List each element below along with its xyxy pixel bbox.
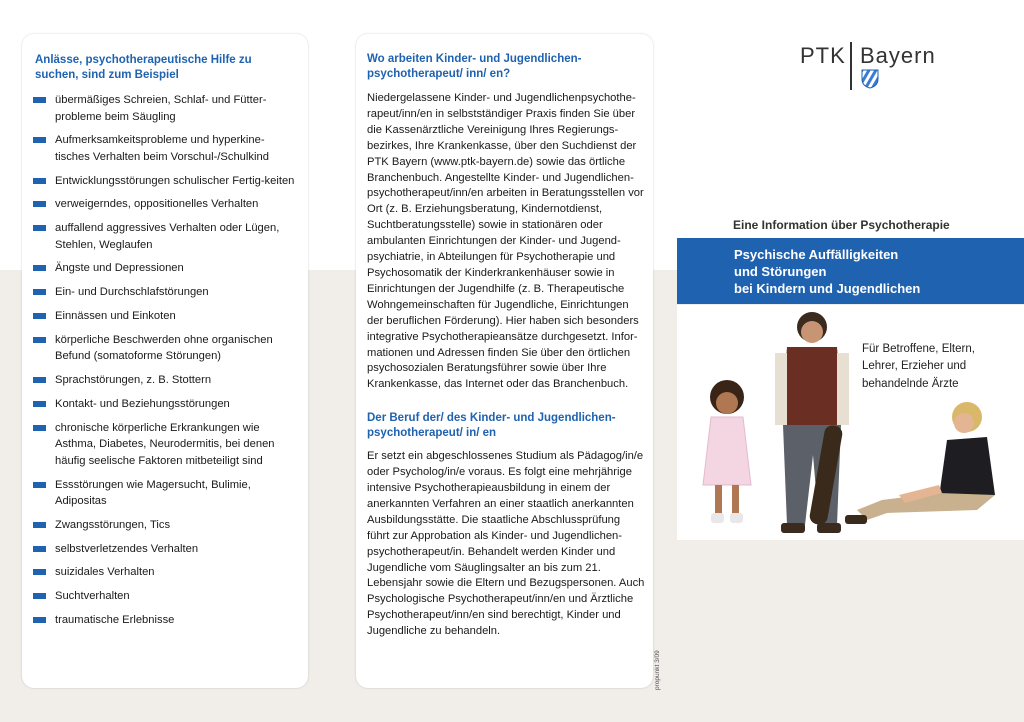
list-item-text: übermäßiges Schreien, Schlaf- und Fütter-probleme beim Säugling	[55, 94, 267, 123]
list-item	[33, 541, 298, 558]
list-item	[33, 564, 298, 581]
title-line-1: Psychische Auffälligkeiten	[734, 247, 899, 262]
list-item	[33, 173, 298, 190]
bullet-marker	[33, 377, 46, 383]
list-item	[33, 92, 298, 125]
bullet-marker	[33, 178, 46, 184]
list-item	[33, 308, 298, 325]
info-line: Eine Information über Psychotherapie	[733, 218, 950, 232]
bullet-marker	[33, 313, 46, 319]
logo-divider	[850, 42, 852, 90]
list-item-text: Zwangsstörungen, Tics	[55, 518, 171, 531]
bullet-marker	[33, 569, 46, 575]
list-item	[33, 132, 298, 165]
list-item-text: selbstverletzendes Verhalten	[55, 542, 199, 555]
list-item-text: Ein- und Durchschlafstörungen	[55, 286, 209, 299]
bullet-marker	[33, 546, 46, 552]
list-item	[33, 517, 298, 534]
bullet-marker	[33, 482, 46, 488]
target-line: Für Betroffene, Eltern,	[862, 343, 975, 355]
bullet-marker	[33, 593, 46, 599]
bullet-marker	[33, 97, 46, 103]
panel-reasons	[22, 34, 308, 688]
bullet-marker	[33, 425, 46, 431]
list-item-text: chronische körperliche Erkrankungen wie Asthma, Diabetes, Neurodermitis, bei denen häufig seelische Faktoren mitbeteiligt sind	[55, 421, 275, 467]
bullet-marker	[33, 522, 46, 528]
logo-bayern-text: Bayern	[860, 43, 936, 68]
profession-heading: Der Beruf der/ des Kinder- und Jugendlichen-psychotherapeut/ in/ en	[367, 412, 616, 440]
target-line: Lehrer, Erzieher und	[862, 360, 967, 373]
list-item	[33, 477, 298, 510]
list-item-text: Einnässen und Einkoten	[55, 310, 176, 323]
list-item	[33, 420, 298, 470]
target-line: behandelnde Ärzte	[862, 377, 959, 390]
bullet-marker	[33, 265, 46, 271]
bavaria-shield-icon	[861, 69, 879, 89]
bullet-marker	[33, 617, 46, 623]
list-item-text: Entwicklungsstörungen schulischer Fertig-keiten	[55, 174, 295, 187]
title-line-3: bei Kindern und Jugendlichen	[734, 281, 921, 296]
where-paragraph: Niedergelassene Kinder- und Jugendlichenpsychothe-rapeut/inn/en in selbstständiger Praxis finden Sie über die Kassenärztliche Vereinigung Ihres Regierungs-bezirkes, Ihre Krankenkasse, über den Suchdienst der PTK Bayern (www.ptk-bayern.de) sowie das örtliche Branchenbuch. Angestellte Kinder- und Jugendlichen-psychotherapeut/inn/en arbeiten in Beratungsstellen vor Ort (z. B. Erziehungsberatung, Kindernotdienst, Suchtberatungsstelle) sowie in stationären oder ambulanten Einrichtungen der Kinder- und Jugend-psychiatrie, in Abteilungen für Psychotherapie und Psychosomatik der Kinderkrankenhäuser sowie in Einrichtungen der Jugendhilfe (z. B. Therapeutische Wohngemeinschaften für Jugendliche, Einrichtungen der beruflichen Förderung). Hier haben sich besonders integrative Psychotherapieansätze durchgesetzt. Infor-mationen und Adressen finden Sie über den örtlichen psychosozialen Beratungsführer sowie über Ihre Krankenkasse, das Internet oder das Branchenbuch.	[367, 92, 644, 391]
list-item-text: Suchtverhalten	[55, 590, 130, 603]
bullet-marker	[33, 201, 46, 207]
reasons-heading: Anlässe, psychotherapeutische Hilfe zu suchen, sind zum Beispiel	[35, 54, 252, 81]
list-item	[33, 260, 298, 277]
list-item-text: traumatische Erlebnisse	[55, 614, 175, 627]
list-item-text: verweigerndes, oppositionelles Verhalten	[55, 198, 259, 211]
list-item	[33, 372, 298, 389]
bullet-marker	[33, 401, 46, 407]
bullet-marker	[33, 137, 46, 143]
list-item-text: suizidales Verhalten	[55, 566, 155, 579]
list-item	[33, 284, 298, 301]
bullet-marker	[33, 337, 46, 343]
list-item	[33, 220, 298, 253]
list-item-text: Essstörungen wie Magersucht, Bulimie, Adipositas	[55, 478, 251, 508]
list-item-text: Ängste und Depressionen	[55, 262, 184, 275]
list-item-text: Aufmerksamkeitsprobleme und hyperkine-tisches Verhalten beim Vorschul-/Schulkind	[55, 134, 269, 163]
list-item	[33, 196, 298, 213]
title-banner	[677, 238, 1024, 304]
list-item	[33, 612, 298, 629]
where-heading: Wo arbeiten Kinder- und Jugendlichen-psychotherapeut/ inn/ en?	[367, 53, 582, 80]
profession-paragraph: Er setzt ein abgeschlossenes Studium als Pädagog/in/e oder Psycholog/in/e voraus. Es folgt eine mehrjährige intensive Psychotherapieausbildung in einem der anerkannten Verfahren an einer staatlich anerkannten Ausbildungsstätte. Die staatliche Abschlussprüfung führt zur Approbation als Kinder- und Jugendlichen-psychotherapeut/in. Behandelt werden Kinder und Jugendliche vom Säuglingsalter an bis zum 21. Lebensjahr sowie die Eltern und Bezugspersonen. Auch Psychologische Psychotherapeut/inn/en und Ärztliche Psychotherapeut/inn/en sind berechtigt, Kinder und Jugendliche zu behandeln.	[367, 450, 645, 638]
title-line-2: und Störungen	[734, 264, 827, 279]
logo-ptk-text: PTK	[800, 43, 846, 68]
list-item	[33, 396, 298, 413]
list-item-text: auffallend aggressives Verhalten oder Lügen, Stehlen, Weglaufen	[55, 222, 280, 251]
target-audience	[862, 341, 1012, 393]
imprint-note: propunkt 3/09	[654, 650, 661, 690]
bullet-marker	[33, 289, 46, 295]
reasons-list	[33, 92, 298, 636]
list-item-text: Kontakt- und Beziehungsstörungen	[55, 397, 230, 410]
panel-info	[356, 34, 653, 688]
list-item-text: Sprachstörungen, z. B. Stottern	[55, 374, 212, 387]
list-item-text: körperliche Beschwerden ohne organischen Befund (somatoforme Störungen)	[55, 333, 273, 363]
list-item	[33, 588, 298, 605]
list-item	[33, 332, 298, 365]
bullet-marker	[33, 225, 46, 231]
